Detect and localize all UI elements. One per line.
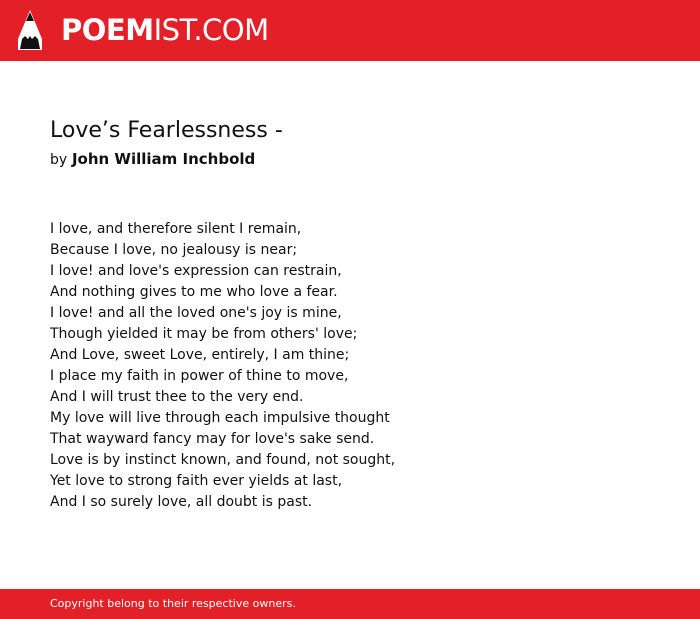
pencil-tip-icon[interactable] (17, 9, 43, 51)
poem-line: My love will live through each impulsive thought (50, 410, 390, 426)
poem-line: I love! and love's expression can restrain, (50, 263, 342, 279)
site-footer (0, 589, 700, 619)
author-name: John William Inchbold (71, 150, 256, 168)
poem-line: That wayward fancy may for love's sake send. (50, 431, 375, 447)
poem-line: And Love, sweet Love, entirely, I am thine; (50, 347, 350, 363)
poem-line: And I will trust thee to the very end. (50, 389, 304, 405)
logo-text-light: IST.COM (153, 13, 269, 47)
poem-line: I place my faith in power of thine to move, (50, 368, 349, 384)
poem-byline (50, 149, 255, 170)
logo-text-bold: POEM (61, 13, 154, 47)
poem-line: And I so surely love, all doubt is past. (50, 494, 313, 510)
copyright-text: Copyright belong to their respective owners. (50, 597, 296, 610)
poem-line: I love! and all the loved one's joy is mine, (50, 305, 342, 321)
poem-line: And nothing gives to me who love a fear. (50, 284, 338, 300)
poem-line: Though yielded it may be from others' love; (50, 326, 358, 342)
site-logo-link[interactable] (61, 12, 269, 48)
poem-body (50, 219, 650, 513)
poem-line: Because I love, no jealousy is near; (50, 242, 298, 258)
poem-line: Yet love to strong faith ever yields at last, (50, 473, 343, 489)
poem-line: Love is by instinct known, and found, not sought, (50, 452, 396, 468)
poem-title: Love’s Fearlessness - (50, 118, 283, 143)
poem-line: I love, and therefore silent I remain, (50, 221, 302, 237)
site-header (0, 0, 700, 61)
by-label: by (50, 152, 68, 168)
